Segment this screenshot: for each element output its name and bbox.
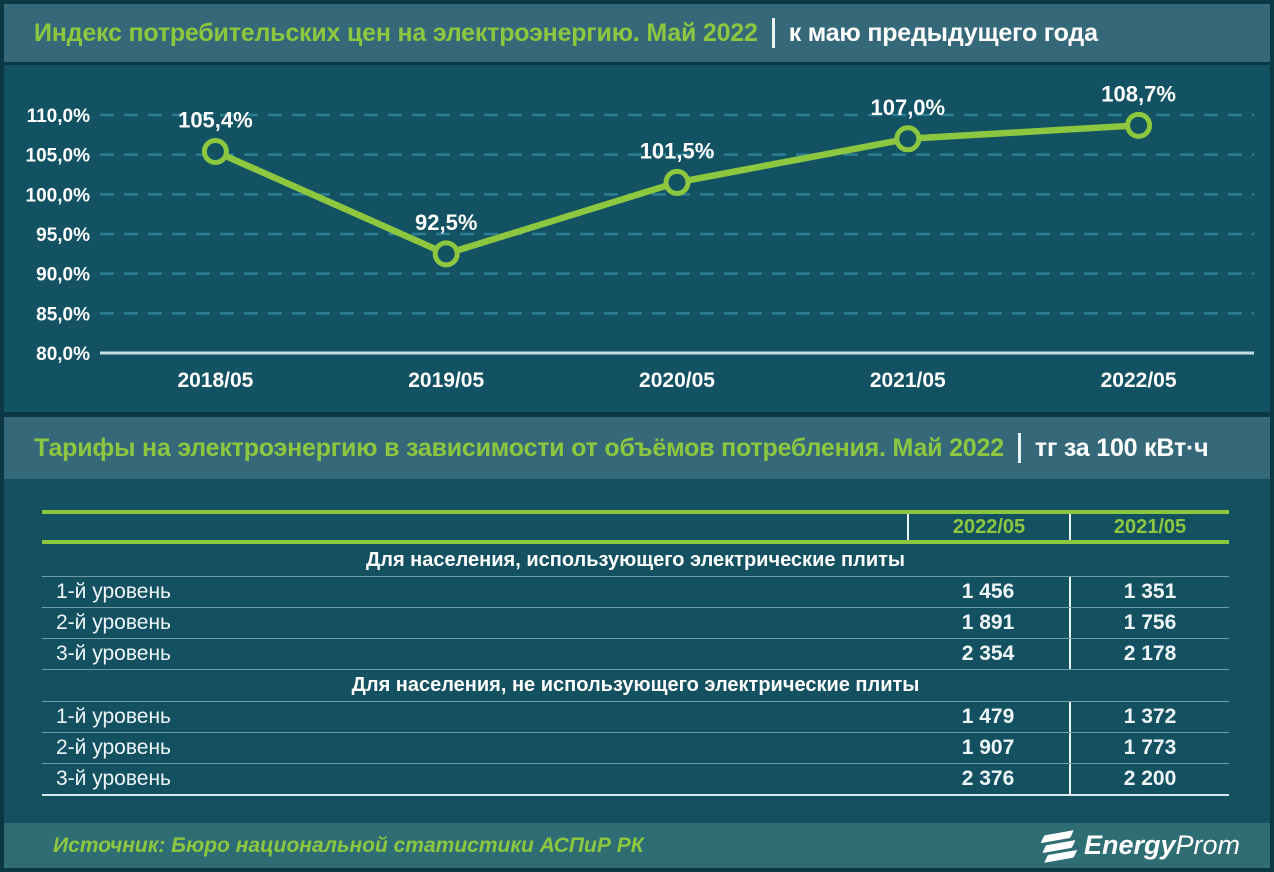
energyprom-logo (1044, 829, 1240, 863)
tariff-value-2021: 2 178 (1069, 639, 1229, 669)
source-note: Источник: Бюро национальной статистики АСПиР РК (53, 833, 644, 857)
chart-title-band (4, 4, 1270, 62)
tariff-value-2022: 1 891 (961, 611, 1015, 634)
svg-text:80,0%: 80,0% (36, 344, 90, 365)
svg-text:2022/05: 2022/05 (1100, 369, 1177, 392)
table-row (42, 638, 1229, 669)
tariff-level-label: 1-й уровень (56, 705, 171, 728)
tariff-value-2021: 2 200 (1069, 764, 1229, 794)
energyprom-logo-icon (1041, 826, 1076, 864)
table-row (42, 732, 1229, 763)
table-bottom-rule (42, 794, 1229, 796)
tariff-value-2021: 1 351 (1069, 577, 1229, 607)
svg-text:105,0%: 105,0% (25, 145, 90, 167)
col-header-2021-05: 2021/05 (1069, 514, 1229, 540)
svg-text:92,5%: 92,5% (415, 209, 478, 235)
section-title-electric-stoves (42, 544, 1229, 576)
table-header-row (42, 514, 1229, 540)
tariff-table-panel (4, 479, 1270, 823)
section-title-text: Для населения, не использующего электрические плиты (351, 674, 920, 696)
tariff-value-2022: 1 479 (961, 705, 1015, 728)
table-title-green: Тарифы на электроэнергию в зависимости от объёмов потребления. Май 2022 (34, 433, 1004, 462)
svg-text:101,5%: 101,5% (639, 138, 715, 164)
title-divider (772, 18, 775, 48)
section-title-no-electric-stoves (42, 669, 1229, 701)
title-divider (1018, 433, 1021, 463)
chart-title-green: Индекс потребительских цен на электроэнергию. Май 2022 (34, 18, 758, 47)
table-title-band (4, 417, 1270, 479)
col-header-2022-05: 2022/05 (907, 514, 1069, 540)
footer-bar (4, 823, 1270, 868)
svg-text:85,0%: 85,0% (36, 304, 90, 326)
svg-text:2019/05: 2019/05 (408, 369, 485, 392)
tariff-value-2022: 1 456 (961, 580, 1015, 603)
svg-text:2018/05: 2018/05 (177, 369, 254, 392)
tariff-level-label: 2-й уровень (56, 611, 171, 634)
svg-text:100,0%: 100,0% (25, 185, 90, 207)
svg-text:2021/05: 2021/05 (869, 369, 946, 392)
tariff-level-label: 2-й уровень (56, 736, 171, 759)
tariff-value-2022: 2 376 (961, 767, 1015, 790)
svg-text:90,0%: 90,0% (36, 264, 90, 286)
table-row (42, 701, 1229, 732)
tariff-level-label: 3-й уровень (56, 767, 171, 790)
svg-text:95,0%: 95,0% (36, 225, 90, 246)
tariff-value-2021: 1 756 (1069, 608, 1229, 638)
svg-text:105,4%: 105,4% (178, 107, 253, 133)
table-row (42, 763, 1229, 794)
table-title-white: тг за 100 кВт·ч (1034, 433, 1209, 462)
cpi-chart-panel (4, 65, 1270, 412)
tariff-value-2022: 2 354 (961, 642, 1015, 665)
tariff-value-2021: 1 372 (1069, 702, 1229, 732)
tariff-value-2021: 1 773 (1069, 733, 1229, 763)
tariff-level-label: 1-й уровень (56, 580, 171, 603)
tariff-table (42, 510, 1229, 796)
svg-text:108,7%: 108,7% (1101, 81, 1176, 107)
table-row (42, 576, 1229, 607)
svg-text:107,0%: 107,0% (870, 94, 946, 120)
chart-title-white: к маю предыдущего года (788, 18, 1098, 47)
logo-bar (1041, 829, 1074, 841)
svg-text:110,0%: 110,0% (26, 106, 90, 127)
svg-text:2020/05: 2020/05 (639, 369, 715, 392)
section-title-text: Для населения, использующего электрические плиты (365, 548, 905, 571)
tariff-level-label: 3-й уровень (56, 642, 171, 665)
cpi-line-chart (4, 65, 1270, 412)
tariff-value-2022: 1 907 (961, 736, 1015, 759)
table-row (42, 607, 1229, 638)
energyprom-logo-text: EnergyProm (1083, 830, 1240, 860)
